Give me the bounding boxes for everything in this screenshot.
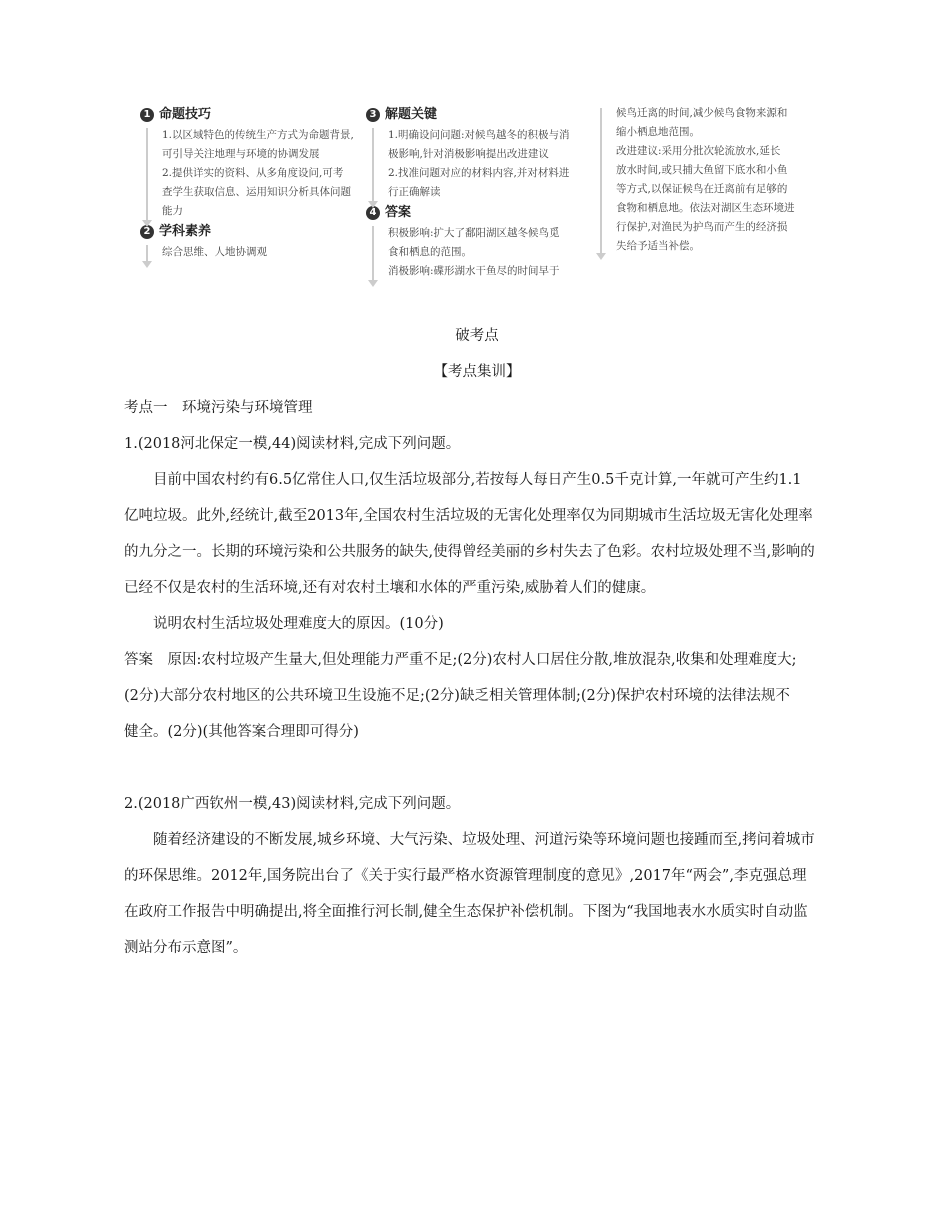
topic-heading: 考点一 环境污染与环境管理 xyxy=(124,400,313,416)
summary-line: 查学生获取信息、运用知识分析具体问题 xyxy=(162,186,351,198)
question-2-heading: 2.(2018广西钦州一模,43)阅读材料,完成下列问题。 xyxy=(124,796,461,812)
summary-line: 消极影响:碟形湖水干鱼尽的时间早于 xyxy=(388,265,560,277)
summary-line: 放水时间,或只捕大鱼留下底水和小鱼 xyxy=(616,164,788,176)
section-body xyxy=(140,126,372,221)
summary-line: 行正确解读 xyxy=(388,186,441,198)
summary-line: 失给予适当补偿。 xyxy=(616,240,700,252)
spacer xyxy=(124,750,830,786)
number-badge-4: 4 xyxy=(366,206,380,220)
question-2-material-line: 的环保思维。2012年,国务院出台了《关于实行最严格水资源管理制度的意见》,2017年“两会”,李克强总理 xyxy=(124,868,807,884)
summary-line: 2.找准问题对应的材料内容,并对材料进 xyxy=(388,167,570,179)
main-content xyxy=(124,318,830,966)
section-heading-subject-literacy xyxy=(140,221,372,243)
number-badge-2: 2 xyxy=(140,225,154,239)
down-arrow-icon xyxy=(600,108,602,254)
question-2-material-line: 在政府工作报告中明确提出,将全面推行河长制,健全生态保护补偿机制。下图为“我国地表水水质实时自动监 xyxy=(124,904,808,920)
summary-column-2 xyxy=(366,104,596,281)
section-heading-answer xyxy=(366,202,596,224)
question-1-material-line: 目前中国农村约有6.5亿常住人口,仅生活垃圾部分,若按每人每日产生0.5千克计算,一年就可产生约1.1 xyxy=(153,472,802,488)
question-1-material-line: 亿吨垃圾。此外,经统计,截至2013年,全国农村生活垃圾的无害化处理率仅为同期城市生活垃圾无害化处理率 xyxy=(124,508,813,524)
summary-line: 候鸟迁离的时间,减少候鸟食物来源和 xyxy=(616,107,788,119)
section-title: 解题关键 xyxy=(385,107,438,122)
question-2-material-line: 随着经济建设的不断发展,城乡环境、大气污染、垃圾处理、河道污染等环境问题也接踵而至,拷问着城市 xyxy=(153,832,815,848)
section-title: 答案 xyxy=(385,205,412,220)
summary-column-1 xyxy=(140,104,372,262)
down-arrow-icon xyxy=(372,226,374,281)
down-arrow-icon xyxy=(146,128,148,221)
section-title: 学科素养 xyxy=(159,224,212,239)
number-badge-1: 1 xyxy=(140,108,154,122)
summary-line: 1.明确设问问题:对候鸟越冬的积极与消 xyxy=(388,129,570,141)
summary-line: 行保护,对渔民为护鸟而产生的经济损 xyxy=(616,221,788,233)
question-1-answer-line: 健全。(2分)(其他答案合理即可得分) xyxy=(124,724,359,740)
question-1-heading: 1.(2018河北保定一模,44)阅读材料,完成下列问题。 xyxy=(124,436,461,452)
summary-line: 2.提供详实的资料、从多角度设问,可考 xyxy=(162,167,344,179)
number-badge-3: 3 xyxy=(366,108,380,122)
summary-line: 食和栖息的范围。 xyxy=(388,246,472,258)
section-subtitle: 【考点集训】 xyxy=(433,364,521,380)
summary-line: 综合思维、人地协调观 xyxy=(162,246,267,258)
summary-line: 食物和栖息地。依法对湖区生态环境进 xyxy=(616,202,795,214)
question-1-answer-line: 答案 原因:农村垃圾产生量大,但处理能力严重不足;(2分)农村人口居住分散,堆放混杂,收集和处理难度大; xyxy=(124,652,797,668)
section-title: 破考点 xyxy=(455,328,499,344)
question-2-material-line: 测站分布示意图”。 xyxy=(124,940,248,956)
section-body xyxy=(140,243,372,262)
summary-line: 1.以区域特色的传统生产方式为命题背景, xyxy=(162,129,354,141)
summary-line: 极影响,针对消极影响提出改进建议 xyxy=(388,148,549,160)
summary-line: 缩小栖息地范围。 xyxy=(616,126,700,138)
answer-summary-panel xyxy=(140,104,820,277)
section-body xyxy=(366,224,596,281)
section-body xyxy=(366,126,596,202)
summary-line: 可引导关注地理与环境的协调发展 xyxy=(162,148,320,160)
question-1-prompt: 说明农村生活垃圾处理难度大的原因。(10分) xyxy=(153,616,444,632)
down-arrow-icon xyxy=(372,128,374,202)
summary-line: 改进建议:采用分批次轮流放水,延长 xyxy=(616,145,781,157)
summary-line: 积极影响:扩大了鄱阳湖区越冬候鸟觅 xyxy=(388,227,560,239)
question-1-answer-line: (2分)大部分农村地区的公共环境卫生设施不足;(2分)缺乏相关管理体制;(2分)保护农村环境的法律法规不 xyxy=(124,688,790,704)
down-arrow-icon xyxy=(146,245,148,262)
section-heading-key-points xyxy=(366,104,596,126)
section-body xyxy=(596,104,806,256)
section-heading-command-skills xyxy=(140,104,372,126)
summary-line: 等方式,以保证候鸟在迁离前有足够的 xyxy=(616,183,788,195)
summary-column-3 xyxy=(596,104,806,256)
summary-line: 能力 xyxy=(162,205,183,217)
question-1-material-line: 的九分之一。长期的环境污染和公共服务的缺失,使得曾经美丽的乡村失去了色彩。农村垃圾处理不当,影响的 xyxy=(124,544,815,560)
section-title: 命题技巧 xyxy=(159,107,212,122)
question-1-material-line: 已经不仅是农村的生活环境,还有对农村土壤和水体的严重污染,威胁着人们的健康。 xyxy=(124,580,656,596)
